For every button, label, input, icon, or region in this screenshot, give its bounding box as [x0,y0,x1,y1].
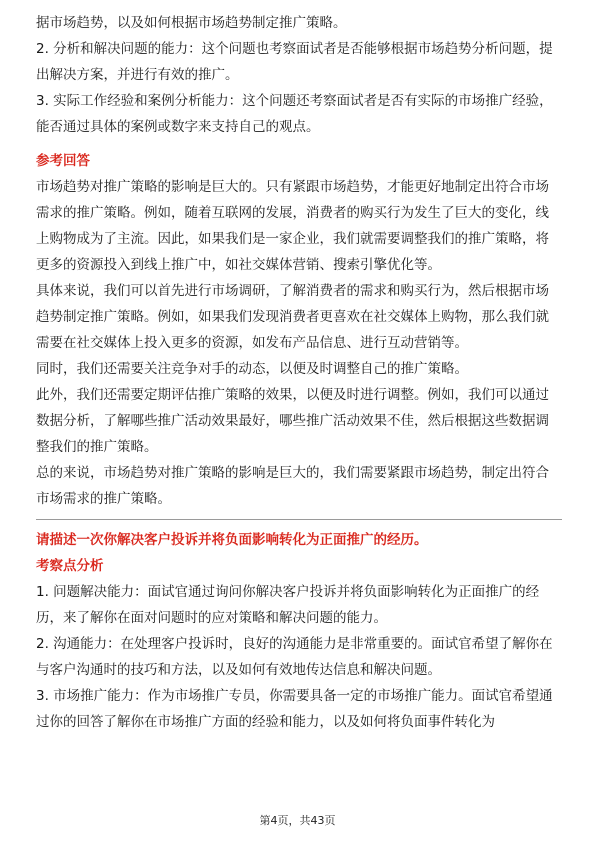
paragraph: 总的来说，市场趋势对推广策略的影响是巨大的，我们需要紧跟市场趋势，制定出符合市场需求的推广策略。 [36,465,549,507]
paragraph: 具体来说，我们可以首先进行市场调研，了解消费者的需求和购买行为，然后根据市场趋势制定推广策略。例如，如果我们发现消费者更喜欢在社交媒体上购物，那么我们就需要在社交媒体上投入更多的资源，如发布产品信息、进行互动营销等。 [36,283,549,351]
paragraph: 据市场趋势，以及如何根据市场趋势制定推广策略。 [36,15,347,31]
paragraph: 市场趋势对推广策略的影响是巨大的。只有紧跟市场趋势，才能更好地制定出符合市场需求的推广策略。例如，随着互联网的发展，消费者的购买行为发生了巨大的变化，线上购物成为了主流。因此，如果我们是一家企业，我们就需要调整我们的推广策略，将更多的资源投入到线上推广中，如社交媒体营销、搜索引擎优化等。 [36,179,549,273]
page-footer: 第4页，共43页 [259,814,336,827]
paragraph: 2. 沟通能力：在处理客户投诉时，良好的沟通能力是非常重要的。面试官希望了解你在与客户沟通时的技巧和方法，以及如何有效地传达信息和解决问题。 [36,636,553,678]
analysis-heading: 考察点分析 [36,558,104,574]
page-content [36,10,562,735]
paragraph: 3. 市场推广能力：作为市场推广专员，你需要具备一定的市场推广能力。面试官希望通过你的回答了解你在市场推广方面的经验和能力，以及如何将负面事件转化为 [36,688,553,730]
paragraph: 此外，我们还需要定期评估推广策略的效果，以便及时进行调整。例如，我们可以通过数据分析，了解哪些推广活动效果最好，哪些推广活动效果不佳，然后根据这些数据调整我们的推广策略。 [36,387,549,455]
section-divider [36,519,562,520]
answer-heading: 参考回答 [36,153,90,169]
question-title: 请描述一次你解决客户投诉并将负面影响转化为正面推广的经历。 [36,532,428,548]
paragraph: 2. 分析和解决问题的能力：这个问题也考察面试者是否能够根据市场趋势分析问题，提出解决方案，并进行有效的推广。 [36,41,553,83]
paragraph: 同时，我们还需要关注竞争对手的动态，以便及时调整自己的推广策略。 [36,361,468,377]
paragraph: 1. 问题解决能力：面试官通过询问你解决客户投诉并将负面影响转化为正面推广的经历，来了解你在面对问题时的应对策略和解决问题的能力。 [36,584,540,626]
paragraph: 3. 实际工作经验和案例分析能力：这个问题还考察面试者是否有实际的市场推广经验，能否通过具体的案例或数字来支持自己的观点。 [36,93,553,135]
